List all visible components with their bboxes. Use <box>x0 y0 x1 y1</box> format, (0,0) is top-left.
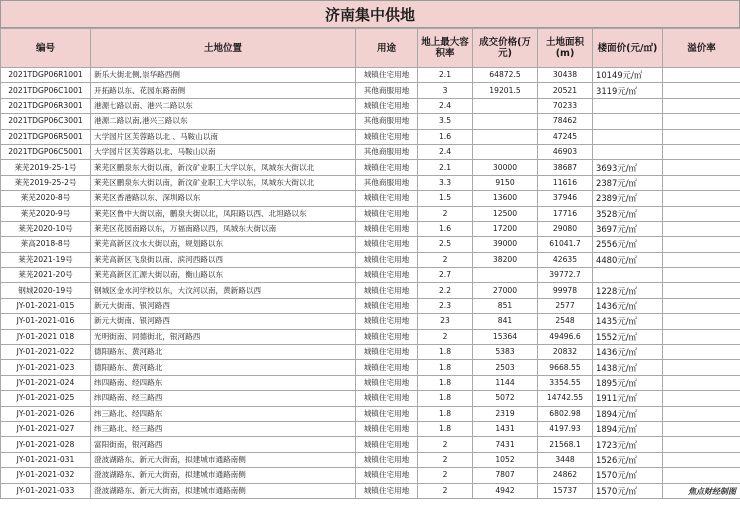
cell-unit-price <box>593 129 663 144</box>
cell-area: 6802.98 <box>538 406 593 421</box>
cell-location: 澄波湖路东、新元大街南，拟建城市通路南侧 <box>91 483 356 498</box>
cell-location: 澄波湖路东、新元大街南，拟建城市通路南侧 <box>91 468 356 483</box>
cell-unit-price <box>593 114 663 129</box>
cell-unit-price: 1895元/㎡ <box>593 375 663 390</box>
header-unit-price: 楼面价(元/㎡) <box>593 29 663 68</box>
header-far: 地上最大容积率 <box>418 29 473 68</box>
cell-price: 841 <box>473 314 538 329</box>
cell-area: 2548 <box>538 314 593 329</box>
cell-area: 78462 <box>538 114 593 129</box>
cell-location: 钢城区金水河学校以东，大汶河以南，黄新路以西 <box>91 283 356 298</box>
cell-far: 2 <box>418 252 473 267</box>
cell-far: 1.6 <box>418 129 473 144</box>
cell-premium <box>663 83 740 98</box>
cell-premium <box>663 391 740 406</box>
cell-area: 24862 <box>538 468 593 483</box>
cell-unit-price: 3119元/㎡ <box>593 83 663 98</box>
cell-use: 城镇住宅用地 <box>356 98 418 113</box>
cell-unit-price: 4480元/㎡ <box>593 252 663 267</box>
cell-location: 开拓路以东、花园东路南侧 <box>91 83 356 98</box>
cell-premium <box>663 191 740 206</box>
cell-location: 莱芜区鹏泉东大街以南，新汶矿业职工大学以东，凤城东大街以北 <box>91 175 356 190</box>
cell-area: 21568.1 <box>538 437 593 452</box>
cell-use: 城镇住宅用地 <box>356 406 418 421</box>
cell-id: 2021TDGP06R5001 <box>1 129 91 144</box>
cell-id: 2021TDGP06R1001 <box>1 68 91 83</box>
cell-location: 新乐大街北侧,崇华路西侧 <box>91 68 356 83</box>
cell-use: 城镇住宅用地 <box>356 221 418 236</box>
cell-id: 钢城2020-19号 <box>1 283 91 298</box>
cell-location: 光明街南、同德街北，银河路西 <box>91 329 356 344</box>
cell-premium <box>663 175 740 190</box>
cell-area: 20521 <box>538 83 593 98</box>
cell-price <box>473 114 538 129</box>
cell-use: 其他商服用地 <box>356 175 418 190</box>
table-row <box>1 437 740 452</box>
header-premium: 溢价率 <box>663 29 740 68</box>
cell-use: 城镇住宅用地 <box>356 237 418 252</box>
cell-unit-price: 1723元/㎡ <box>593 437 663 452</box>
table-row <box>1 375 740 390</box>
table-row <box>1 468 740 483</box>
cell-id: 2021TDGP06C1001 <box>1 83 91 98</box>
cell-premium <box>663 144 740 159</box>
cell-unit-price: 1438元/㎡ <box>593 360 663 375</box>
cell-premium <box>663 360 740 375</box>
table-row <box>1 114 740 129</box>
cell-price: 5383 <box>473 345 538 360</box>
cell-premium <box>663 375 740 390</box>
cell-far: 2.1 <box>418 160 473 175</box>
cell-far: 1.8 <box>418 406 473 421</box>
cell-use: 城镇住宅用地 <box>356 283 418 298</box>
cell-use: 城镇住宅用地 <box>356 129 418 144</box>
cell-use: 城镇住宅用地 <box>356 314 418 329</box>
cell-premium <box>663 114 740 129</box>
cell-unit-price <box>593 98 663 113</box>
table-row <box>1 391 740 406</box>
table-row <box>1 98 740 113</box>
cell-id: JY-01-2021-033 <box>1 483 91 498</box>
cell-unit-price: 2556元/㎡ <box>593 237 663 252</box>
cell-price: 4942 <box>473 483 538 498</box>
cell-location: 纬四路南、经四路东 <box>91 375 356 390</box>
cell-unit-price: 2389元/㎡ <box>593 191 663 206</box>
cell-price: 64872.5 <box>473 68 538 83</box>
cell-id: 莱芜2019-25-2号 <box>1 175 91 190</box>
cell-use: 城镇住宅用地 <box>356 421 418 436</box>
cell-far: 2 <box>418 329 473 344</box>
cell-use: 城镇住宅用地 <box>356 345 418 360</box>
cell-unit-price: 1570元/㎡ <box>593 483 663 498</box>
cell-unit-price: 1911元/㎡ <box>593 391 663 406</box>
cell-use: 城镇住宅用地 <box>356 160 418 175</box>
table-row <box>1 421 740 436</box>
header-price: 成交价格(万元) <box>473 29 538 68</box>
cell-location: 新元大街南、银河路西 <box>91 298 356 313</box>
cell-location: 莱芜高新区汇源大街以南，衡山路以东 <box>91 268 356 283</box>
cell-use: 城镇住宅用地 <box>356 391 418 406</box>
cell-id: JY-01-2021-022 <box>1 345 91 360</box>
header-id: 编号 <box>1 29 91 68</box>
cell-premium <box>663 283 740 298</box>
cell-location: 港源七路以南、港兴二路以东 <box>91 98 356 113</box>
footer-credit: 焦点财经制图 <box>688 486 736 496</box>
cell-price: 2503 <box>473 360 538 375</box>
cell-premium <box>663 221 740 236</box>
cell-price <box>473 144 538 159</box>
cell-id: JY-01-2021-031 <box>1 452 91 467</box>
cell-use: 城镇住宅用地 <box>356 68 418 83</box>
cell-id: 2021TDGP06R3001 <box>1 98 91 113</box>
cell-premium <box>663 329 740 344</box>
cell-id: 莱高2018-8号 <box>1 237 91 252</box>
cell-premium <box>663 268 740 283</box>
cell-use: 城镇住宅用地 <box>356 329 418 344</box>
cell-price: 1052 <box>473 452 538 467</box>
cell-id: 莱芜2021-20号 <box>1 268 91 283</box>
cell-location: 大学园片区芙蓉路以北、马鞍山以南 <box>91 144 356 159</box>
cell-premium <box>663 437 740 452</box>
cell-premium <box>663 237 740 252</box>
table-row <box>1 191 740 206</box>
cell-use: 城镇住宅用地 <box>356 298 418 313</box>
cell-area: 39772.7 <box>538 268 593 283</box>
cell-id: JY-01-2021-028 <box>1 437 91 452</box>
cell-id: JY-01-2021-032 <box>1 468 91 483</box>
cell-area: 9668.55 <box>538 360 593 375</box>
cell-id: 莱芜2020-9号 <box>1 206 91 221</box>
cell-far: 1.8 <box>418 391 473 406</box>
cell-price: 13600 <box>473 191 538 206</box>
cell-far: 3 <box>418 83 473 98</box>
cell-use: 城镇住宅用地 <box>356 268 418 283</box>
cell-price: 851 <box>473 298 538 313</box>
cell-premium <box>663 468 740 483</box>
cell-area: 15737 <box>538 483 593 498</box>
cell-use: 城镇住宅用地 <box>356 437 418 452</box>
cell-unit-price: 3693元/㎡ <box>593 160 663 175</box>
cell-id: 莱芜2020-10号 <box>1 221 91 236</box>
cell-unit-price: 1894元/㎡ <box>593 421 663 436</box>
cell-area: 61041.7 <box>538 237 593 252</box>
cell-id: JY-01-2021 018 <box>1 329 91 344</box>
header-use: 用途 <box>356 29 418 68</box>
cell-unit-price: 3697元/㎡ <box>593 221 663 236</box>
cell-unit-price: 1570元/㎡ <box>593 468 663 483</box>
table-row <box>1 144 740 159</box>
table-row <box>1 298 740 313</box>
cell-premium <box>663 298 740 313</box>
cell-id: 2021TDGP06C3001 <box>1 114 91 129</box>
cell-location: 纬三路北、经四路东 <box>91 406 356 421</box>
cell-id: JY-01-2021-023 <box>1 360 91 375</box>
table-row <box>1 68 740 83</box>
cell-far: 2 <box>418 437 473 452</box>
cell-area: 2577 <box>538 298 593 313</box>
cell-area: 38687 <box>538 160 593 175</box>
cell-premium <box>663 252 740 267</box>
cell-area: 37946 <box>538 191 593 206</box>
cell-unit-price: 1228元/㎡ <box>593 283 663 298</box>
cell-use: 城镇住宅用地 <box>356 191 418 206</box>
cell-location: 富阳街南，银河路西 <box>91 437 356 452</box>
cell-unit-price: 1436元/㎡ <box>593 298 663 313</box>
cell-location: 大学园片区芙蓉路以北 、马鞍山以南 <box>91 129 356 144</box>
cell-use: 城镇住宅用地 <box>356 483 418 498</box>
cell-location: 莱芜区鹏泉东大街以南，新汶矿业职工大学以东，凤城东大街以北 <box>91 160 356 175</box>
cell-price <box>473 98 538 113</box>
cell-id: JY-01-2021-025 <box>1 391 91 406</box>
cell-unit-price: 1552元/㎡ <box>593 329 663 344</box>
cell-location: 港源二路以南,港兴三路以东 <box>91 114 356 129</box>
cell-area: 3354.55 <box>538 375 593 390</box>
table-row <box>1 221 740 236</box>
cell-premium <box>663 206 740 221</box>
table-row <box>1 314 740 329</box>
cell-price: 17200 <box>473 221 538 236</box>
cell-use: 其他商服用地 <box>356 114 418 129</box>
table-row <box>1 452 740 467</box>
cell-far: 1.8 <box>418 421 473 436</box>
cell-price: 27000 <box>473 283 538 298</box>
cell-location: 德阳路东、黄河路北 <box>91 345 356 360</box>
table-row <box>1 483 740 498</box>
table-row <box>1 345 740 360</box>
cell-price: 9150 <box>473 175 538 190</box>
table-row <box>1 160 740 175</box>
cell-area: 17716 <box>538 206 593 221</box>
cell-use: 城镇住宅用地 <box>356 375 418 390</box>
cell-id: JY-01-2021-024 <box>1 375 91 390</box>
cell-far: 23 <box>418 314 473 329</box>
cell-unit-price: 2387元/㎡ <box>593 175 663 190</box>
cell-use: 其他商服用地 <box>356 144 418 159</box>
table-row <box>1 360 740 375</box>
cell-unit-price: 1894元/㎡ <box>593 406 663 421</box>
cell-far: 1.5 <box>418 191 473 206</box>
table-row <box>1 175 740 190</box>
cell-use: 城镇住宅用地 <box>356 360 418 375</box>
cell-location: 纬三路北、经三路西 <box>91 421 356 436</box>
cell-far: 2 <box>418 468 473 483</box>
table-row <box>1 406 740 421</box>
table-row <box>1 268 740 283</box>
cell-unit-price: 1526元/㎡ <box>593 452 663 467</box>
cell-far: 2.5 <box>418 237 473 252</box>
cell-far: 2.3 <box>418 298 473 313</box>
cell-price: 39000 <box>473 237 538 252</box>
cell-far: 1.8 <box>418 375 473 390</box>
cell-unit-price: 3528元/㎡ <box>593 206 663 221</box>
cell-premium <box>663 160 740 175</box>
cell-unit-price <box>593 268 663 283</box>
table-row <box>1 129 740 144</box>
cell-premium <box>663 129 740 144</box>
table-row <box>1 237 740 252</box>
cell-id: 莱芜2020-8号 <box>1 191 91 206</box>
cell-far: 3.3 <box>418 175 473 190</box>
cell-premium <box>663 406 740 421</box>
sheet-title: 济南集中供地 <box>0 0 740 28</box>
cell-id: JY-01-2021-026 <box>1 406 91 421</box>
cell-use: 城镇住宅用地 <box>356 468 418 483</box>
cell-area: 49496.6 <box>538 329 593 344</box>
cell-location: 莱芜区花园南路以东，万福南路以西，凤城东大街以南 <box>91 221 356 236</box>
cell-unit-price: 10149元/㎡ <box>593 68 663 83</box>
header-location: 土地位置 <box>91 29 356 68</box>
cell-location: 新元大街南、银河路西 <box>91 314 356 329</box>
cell-area: 3448 <box>538 452 593 467</box>
cell-far: 2.4 <box>418 144 473 159</box>
cell-area: 14742.55 <box>538 391 593 406</box>
cell-area: 46903 <box>538 144 593 159</box>
cell-price <box>473 268 538 283</box>
cell-id: JY-01-2021-016 <box>1 314 91 329</box>
header-row <box>1 29 740 68</box>
cell-unit-price: 1435元/㎡ <box>593 314 663 329</box>
cell-location: 莱芜区香港路以东、深圳路以东 <box>91 191 356 206</box>
cell-price: 15364 <box>473 329 538 344</box>
cell-price: 2319 <box>473 406 538 421</box>
cell-area: 29080 <box>538 221 593 236</box>
cell-far: 2 <box>418 452 473 467</box>
cell-use: 城镇住宅用地 <box>356 452 418 467</box>
table-row <box>1 252 740 267</box>
cell-premium <box>663 452 740 467</box>
land-table <box>0 28 740 499</box>
cell-far: 2.1 <box>418 68 473 83</box>
table-body <box>1 68 740 499</box>
table-row <box>1 83 740 98</box>
table-row <box>1 283 740 298</box>
cell-premium <box>663 421 740 436</box>
cell-premium <box>663 345 740 360</box>
cell-far: 1.6 <box>418 221 473 236</box>
cell-location: 澄波湖路东、新元大街南，拟建城市通路南侧 <box>91 452 356 467</box>
cell-price: 7431 <box>473 437 538 452</box>
cell-area: 20832 <box>538 345 593 360</box>
cell-far: 2.4 <box>418 98 473 113</box>
cell-area: 30438 <box>538 68 593 83</box>
cell-far: 1.8 <box>418 360 473 375</box>
cell-area: 4197.93 <box>538 421 593 436</box>
cell-far: 1.8 <box>418 345 473 360</box>
cell-unit-price: 1436元/㎡ <box>593 345 663 360</box>
cell-location: 莱芜区鲁中大街以南，鹏泉大街以北，凤阳路以西、北坦路以东 <box>91 206 356 221</box>
cell-area: 70233 <box>538 98 593 113</box>
cell-id: 莱芜2021-19号 <box>1 252 91 267</box>
cell-id: JY-01-2021-027 <box>1 421 91 436</box>
cell-unit-price <box>593 144 663 159</box>
cell-location: 莱芜高新区飞泉街以南、滨河西路以西 <box>91 252 356 267</box>
cell-far: 2 <box>418 483 473 498</box>
cell-price: 12500 <box>473 206 538 221</box>
cell-location: 莱芜高新区汶水大街以南，规划路以东 <box>91 237 356 252</box>
cell-far: 2.7 <box>418 268 473 283</box>
cell-use: 其他商服用地 <box>356 83 418 98</box>
cell-id: 莱芜2019-25-1号 <box>1 160 91 175</box>
cell-area: 11616 <box>538 175 593 190</box>
cell-area: 99978 <box>538 283 593 298</box>
cell-premium <box>663 314 740 329</box>
cell-location: 德阳路东、黄河路北 <box>91 360 356 375</box>
cell-far: 2 <box>418 206 473 221</box>
cell-use: 城镇住宅用地 <box>356 206 418 221</box>
table-row <box>1 329 740 344</box>
cell-far: 2.2 <box>418 283 473 298</box>
cell-area: 47245 <box>538 129 593 144</box>
cell-area: 42635 <box>538 252 593 267</box>
cell-price: 38200 <box>473 252 538 267</box>
cell-price: 1144 <box>473 375 538 390</box>
cell-use: 城镇住宅用地 <box>356 252 418 267</box>
cell-location: 纬四路南、经三路西 <box>91 391 356 406</box>
cell-price: 7807 <box>473 468 538 483</box>
table-row <box>1 206 740 221</box>
cell-price <box>473 129 538 144</box>
cell-far: 3.5 <box>418 114 473 129</box>
cell-price: 19201.5 <box>473 83 538 98</box>
cell-premium <box>663 98 740 113</box>
cell-premium <box>663 68 740 83</box>
cell-price: 5072 <box>473 391 538 406</box>
cell-id: JY-01-2021-015 <box>1 298 91 313</box>
header-area: 土地面积(m) <box>538 29 593 68</box>
cell-price: 1431 <box>473 421 538 436</box>
cell-id: 2021TDGP06C5001 <box>1 144 91 159</box>
cell-price: 30000 <box>473 160 538 175</box>
